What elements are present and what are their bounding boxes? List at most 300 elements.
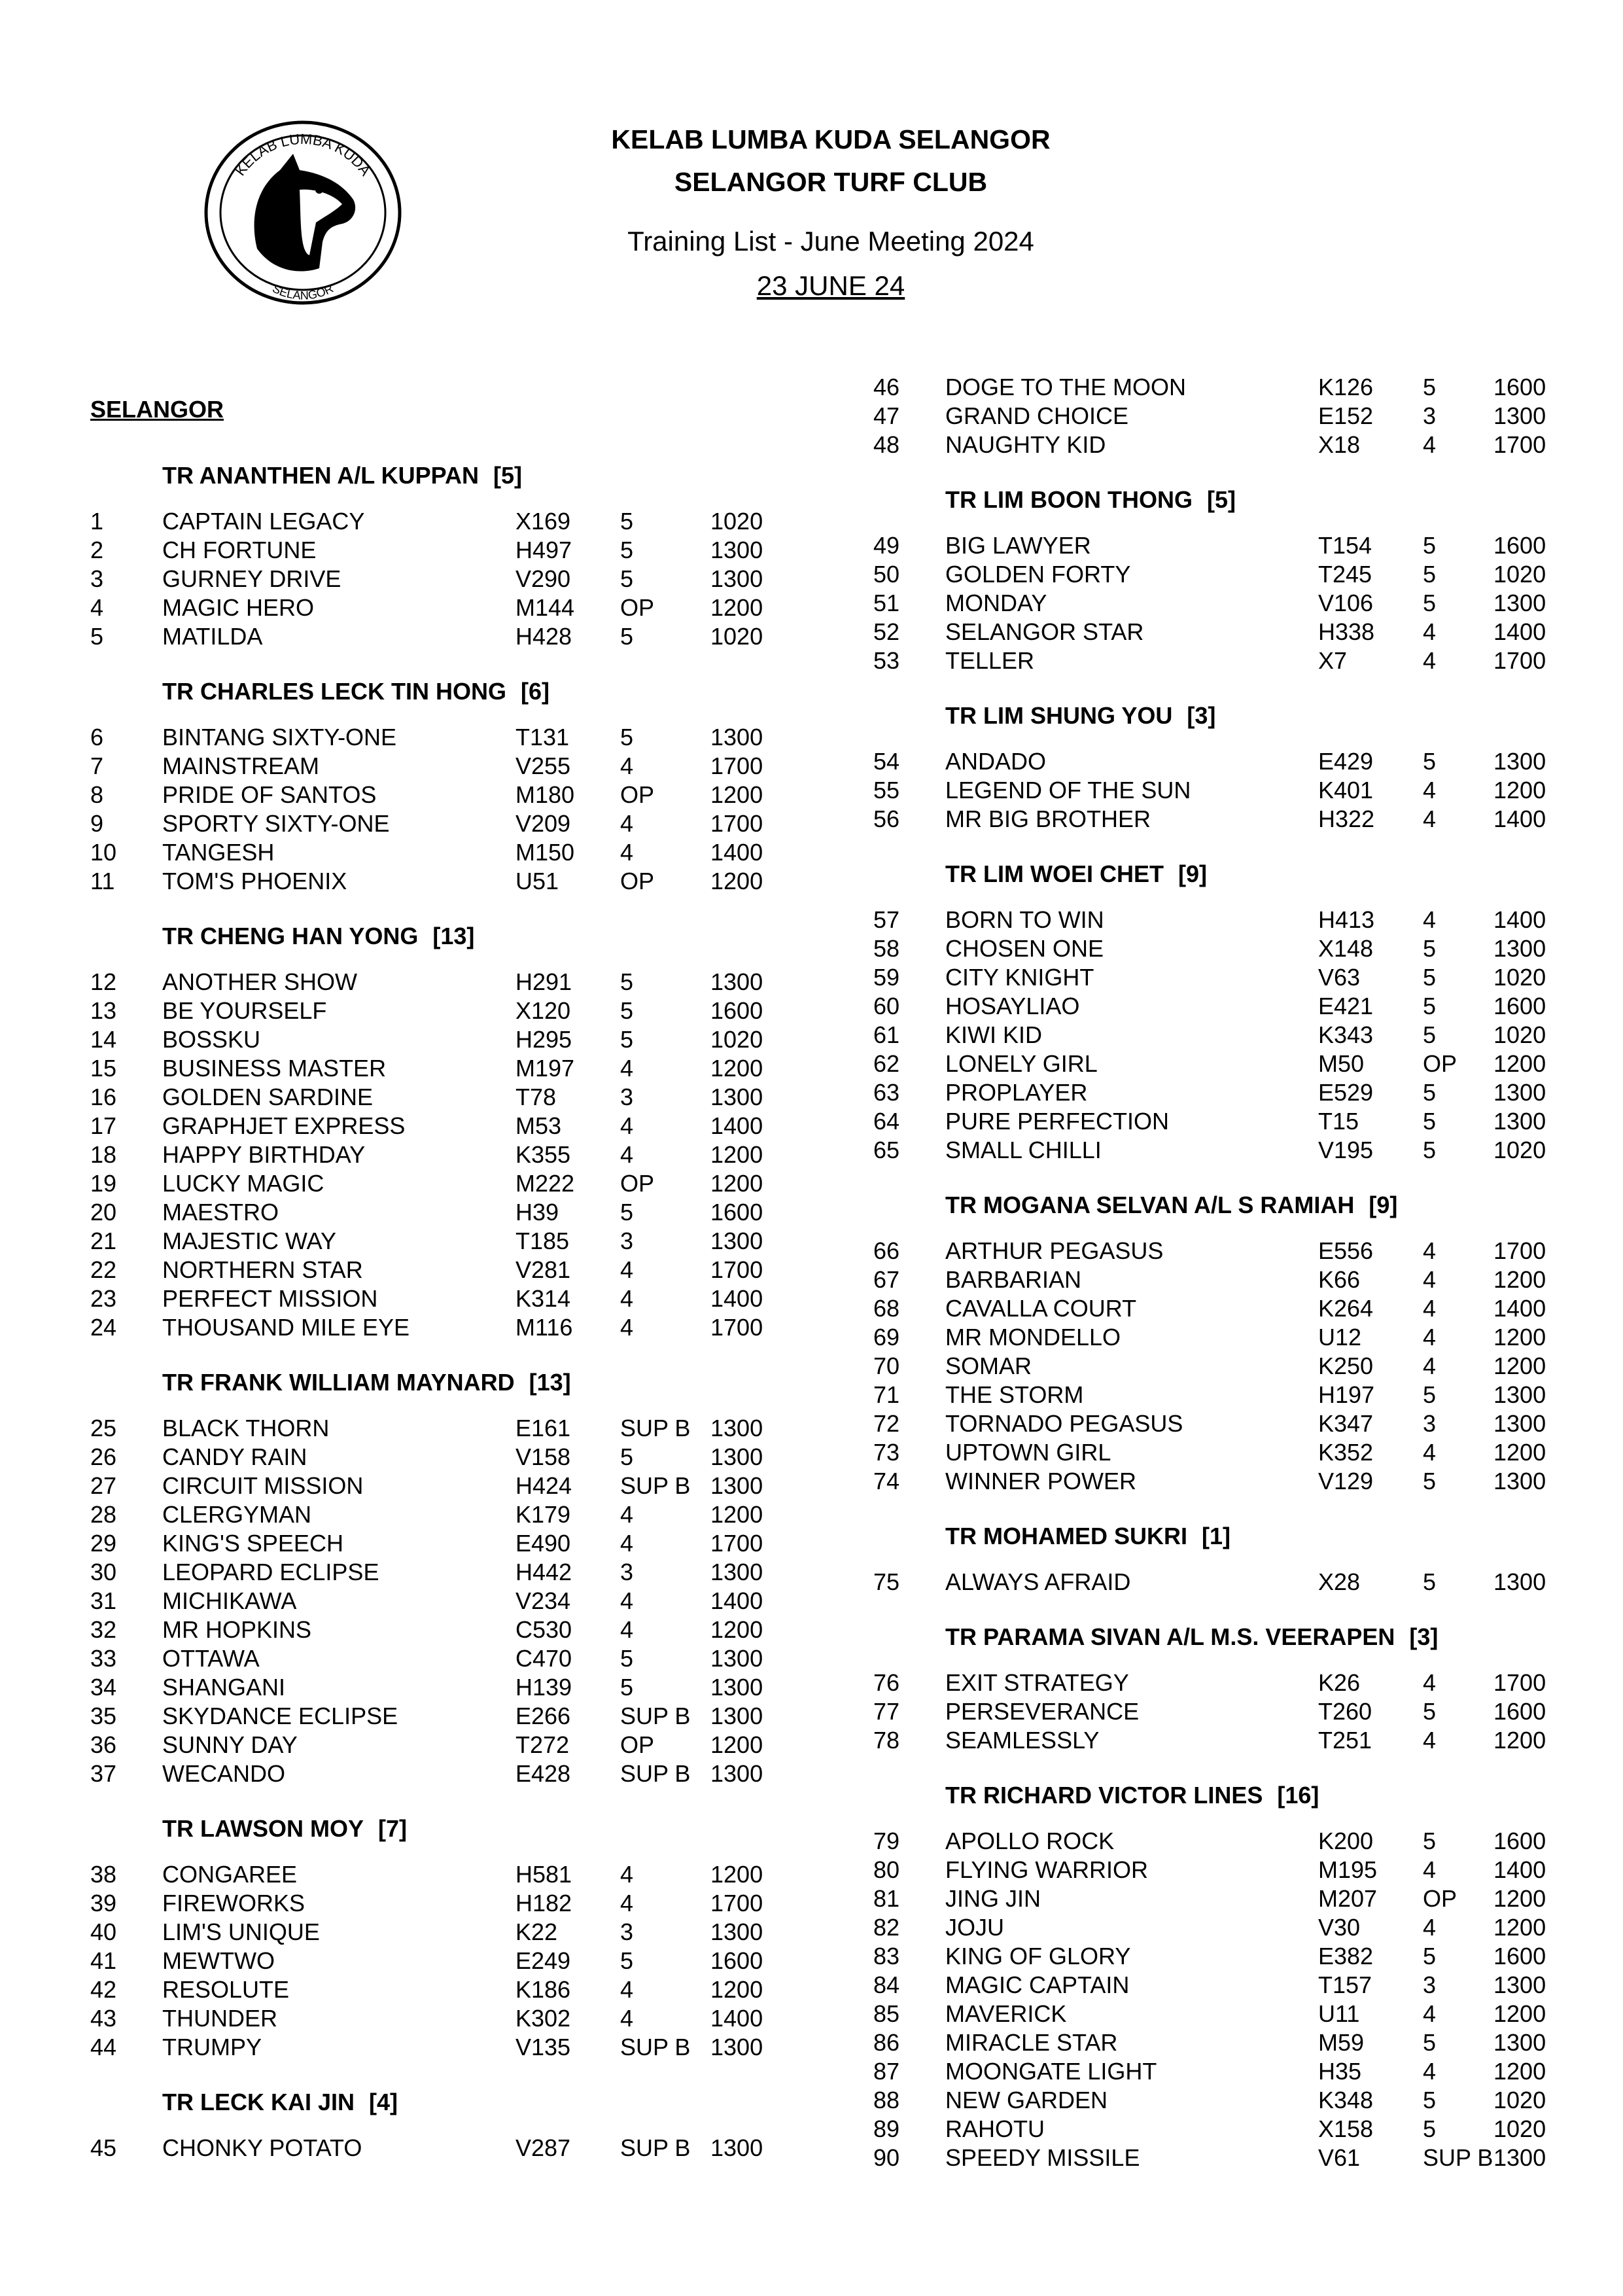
- horse-code: E382: [1318, 1943, 1374, 1969]
- trainer-name: TR RICHARD VICTOR LINES [16]: [945, 1782, 1319, 1809]
- horse-class: OP: [620, 1731, 655, 1758]
- horse-name: MAGIC CAPTAIN: [945, 1971, 1130, 1998]
- horse-row: [90, 1529, 810, 1558]
- horse-code: T251: [1318, 1727, 1372, 1754]
- horse-row: [873, 1136, 1593, 1165]
- horse-code: V209: [515, 810, 571, 837]
- horse-name: MR MONDELLO: [945, 1324, 1121, 1351]
- horse-code: K401: [1318, 777, 1374, 804]
- horse-number: 90: [873, 2144, 900, 2171]
- horse-distance: 1300: [710, 537, 763, 563]
- horse-number: 87: [873, 2058, 900, 2085]
- horse-code: M195: [1318, 1856, 1378, 1883]
- horse-name: MAGIC HERO: [162, 594, 315, 621]
- horse-number: 59: [873, 964, 900, 991]
- horse-number: 55: [873, 777, 900, 804]
- horse-distance: 1300: [710, 724, 763, 751]
- left-column: [90, 373, 810, 2189]
- horse-number: 2: [90, 537, 104, 563]
- horse-distance: 1200: [710, 781, 763, 808]
- horse-number: 69: [873, 1324, 900, 1351]
- horse-class: 5: [1423, 1137, 1437, 1163]
- horse-class: 4: [1423, 1324, 1437, 1351]
- horse-number: 68: [873, 1295, 900, 1322]
- horse-name: BLACK THORN: [162, 1415, 330, 1441]
- horse-code: E490: [515, 1530, 571, 1557]
- horse-class: 4: [620, 2005, 634, 2032]
- horse-code: V290: [515, 565, 571, 592]
- horse-class: 5: [1423, 2087, 1437, 2113]
- horse-row: [90, 593, 810, 622]
- horse-class: 5: [620, 1645, 634, 1672]
- trainer-horse-count: [3]: [1187, 702, 1216, 729]
- horse-row: [90, 1673, 810, 1702]
- horse-class: 5: [620, 1947, 634, 1974]
- horse-number: 44: [90, 2034, 117, 2060]
- trainer-horse-count: [13]: [529, 1369, 571, 1396]
- horse-distance: 1700: [710, 810, 763, 837]
- horse-row: [873, 776, 1593, 805]
- trainer-heading: [90, 922, 810, 951]
- horse-class: 4: [1423, 1727, 1437, 1754]
- horse-number: 60: [873, 993, 900, 1019]
- horse-name: CITY KNIGHT: [945, 964, 1094, 991]
- horse-name: PROPLAYER: [945, 1079, 1088, 1106]
- horse-name: SKYDANCE ECLIPSE: [162, 1703, 398, 1729]
- horse-code: T245: [1318, 561, 1372, 588]
- horse-class: 4: [1423, 1266, 1437, 1293]
- horse-code: V106: [1318, 590, 1374, 616]
- horse-distance: 1200: [710, 1861, 763, 1888]
- horse-distance: 1300: [1493, 748, 1546, 775]
- horse-name: THUNDER: [162, 2005, 277, 2032]
- trainer-group: [90, 1814, 810, 2062]
- horse-name: LEGEND OF THE SUN: [945, 777, 1191, 804]
- horse-code: E429: [1318, 748, 1374, 775]
- horse-number: 45: [90, 2134, 117, 2161]
- horse-name: SPORTY SIXTY-ONE: [162, 810, 390, 837]
- horse-number: 8: [90, 781, 104, 808]
- horse-code: T78: [515, 1084, 557, 1110]
- horse-code: E529: [1318, 1079, 1374, 1106]
- trainer-name: TR LIM SHUNG YOU [3]: [945, 702, 1216, 729]
- horse-row: [90, 781, 810, 809]
- trainer-name: TR CHARLES LECK TIN HONG [6]: [162, 678, 550, 705]
- trainer-group: [873, 373, 1593, 459]
- horse-name: CHOSEN ONE: [945, 935, 1104, 962]
- horse-class: 4: [620, 1314, 634, 1341]
- horse-name: MIRACLE STAR: [945, 2029, 1118, 2056]
- horse-class: 5: [1423, 1828, 1437, 1854]
- horse-class: 5: [1423, 1468, 1437, 1494]
- horse-distance: 1600: [710, 997, 763, 1024]
- horse-class: 5: [620, 724, 634, 751]
- horse-code: H35: [1318, 2058, 1362, 2085]
- horse-name: SUNNY DAY: [162, 1731, 298, 1758]
- logo-bottom-text: SELANGOR: [270, 281, 336, 302]
- horse-class: 4: [620, 1530, 634, 1557]
- horse-row: [873, 560, 1593, 589]
- horse-distance: 1600: [1493, 993, 1546, 1019]
- horse-number: 7: [90, 752, 104, 779]
- horse-code: X169: [515, 508, 571, 535]
- horse-code: V281: [515, 1256, 571, 1283]
- trainer-horse-count: [16]: [1277, 1782, 1319, 1809]
- horse-number: 84: [873, 1971, 900, 1998]
- horse-name: NORTHERN STAR: [162, 1256, 363, 1283]
- horse-row: [873, 1467, 1593, 1496]
- horse-code: H39: [515, 1199, 559, 1226]
- horse-name: JOJU: [945, 1914, 1004, 1941]
- horse-code: T154: [1318, 532, 1372, 559]
- trainer-group: [873, 860, 1593, 1165]
- horse-code: M207: [1318, 1885, 1378, 1912]
- horse-name: SELANGOR STAR: [945, 618, 1144, 645]
- horse-row: [90, 1443, 810, 1472]
- horse-code: M50: [1318, 1050, 1365, 1077]
- horse-class: 4: [1423, 1914, 1437, 1941]
- horse-distance: 1200: [710, 868, 763, 894]
- horse-number: 40: [90, 1918, 117, 1945]
- horse-row: [90, 1140, 810, 1169]
- horse-code: K186: [515, 1976, 571, 2003]
- horse-number: 43: [90, 2005, 117, 2032]
- horse-distance: 1200: [1493, 1727, 1546, 1754]
- horse-code: E428: [515, 1760, 571, 1787]
- horse-class: OP: [620, 1170, 655, 1197]
- horse-distance: 1300: [710, 968, 763, 995]
- horse-number: 51: [873, 590, 900, 616]
- horse-class: 4: [1423, 1295, 1437, 1322]
- trainer-heading: [90, 677, 810, 706]
- horse-code: E421: [1318, 993, 1374, 1019]
- horse-distance: 1300: [710, 1559, 763, 1585]
- horse-class: SUP B: [620, 2034, 691, 2060]
- horse-name: TELLER: [945, 647, 1035, 674]
- trainer-heading: [90, 1814, 810, 1843]
- horse-name: PRIDE OF SANTOS: [162, 781, 377, 808]
- horse-code: V255: [515, 752, 571, 779]
- horse-distance: 1020: [710, 508, 763, 535]
- horse-distance: 1300: [710, 1084, 763, 1110]
- horse-code: M150: [515, 839, 575, 866]
- horse-number: 80: [873, 1856, 900, 1883]
- horse-class: 4: [1423, 1856, 1437, 1883]
- horse-class: 3: [620, 1084, 634, 1110]
- horse-class: 4: [1423, 1669, 1437, 1696]
- horse-number: 52: [873, 618, 900, 645]
- horse-code: V30: [1318, 1914, 1361, 1941]
- horse-distance: 1020: [1493, 964, 1546, 991]
- horse-name: THE STORM: [945, 1381, 1084, 1408]
- horse-row: [873, 589, 1593, 618]
- horse-name: FLYING WARRIOR: [945, 1856, 1149, 1883]
- horse-name: NAUGHTY KID: [945, 431, 1106, 458]
- right-trainer-groups: [873, 373, 1593, 2172]
- horse-row: [873, 906, 1593, 934]
- horse-class: 4: [1423, 777, 1437, 804]
- horse-number: 9: [90, 810, 104, 837]
- horse-row: [90, 1025, 810, 1054]
- horse-number: 66: [873, 1237, 900, 1264]
- horse-name: TRUMPY: [162, 2034, 262, 2060]
- horse-class: 4: [620, 752, 634, 779]
- horse-code: K264: [1318, 1295, 1374, 1322]
- horse-code: M197: [515, 1055, 575, 1082]
- horse-class: 4: [620, 1285, 634, 1312]
- horse-number: 62: [873, 1050, 900, 1077]
- horse-name: LUCKY MAGIC: [162, 1170, 324, 1197]
- horse-number: 79: [873, 1828, 900, 1854]
- horse-code: K126: [1318, 374, 1374, 400]
- horse-number: 48: [873, 431, 900, 458]
- horse-name: WINNER POWER: [945, 1468, 1136, 1494]
- horse-row: [873, 1265, 1593, 1294]
- horse-class: 5: [1423, 1079, 1437, 1106]
- horse-row: [873, 1913, 1593, 1942]
- horse-class: 5: [620, 1026, 634, 1053]
- horse-distance: 1300: [710, 1472, 763, 1499]
- horse-code: U11: [1318, 2000, 1360, 2027]
- horse-code: K352: [1318, 1439, 1374, 1466]
- region-heading: SELANGOR: [90, 396, 224, 423]
- horse-name: MOONGATE LIGHT: [945, 2058, 1157, 2085]
- horse-class: 5: [620, 537, 634, 563]
- horse-distance: 1400: [1493, 1295, 1546, 1322]
- trainer-group: [90, 922, 810, 1342]
- horse-name: SHANGANI: [162, 1674, 286, 1701]
- horse-distance: 1300: [1493, 1381, 1546, 1408]
- horse-number: 54: [873, 748, 900, 775]
- horse-row: [90, 1472, 810, 1500]
- trainer-heading: [873, 1522, 1593, 1551]
- horse-row: [873, 531, 1593, 560]
- horse-distance: 1200: [710, 1055, 763, 1082]
- horse-name: MAESTRO: [162, 1199, 279, 1226]
- horse-row: [873, 431, 1593, 459]
- horse-number: 50: [873, 561, 900, 588]
- horse-class: 3: [1423, 1971, 1437, 1998]
- horse-distance: 1600: [1493, 1698, 1546, 1725]
- horse-class: 5: [1423, 1021, 1437, 1048]
- horse-class: 3: [1423, 402, 1437, 429]
- horse-name: FIREWORKS: [162, 1890, 305, 1916]
- horse-code: K343: [1318, 1021, 1374, 1048]
- horse-class: 5: [620, 968, 634, 995]
- horse-number: 31: [90, 1587, 117, 1614]
- horse-number: 74: [873, 1468, 900, 1494]
- logo-top-text: KELAB LUMBA KUDA: [232, 130, 374, 179]
- horse-name: BUSINESS MASTER: [162, 1055, 387, 1082]
- horse-class: 4: [620, 1256, 634, 1283]
- horse-code: T131: [515, 724, 570, 751]
- horse-row: [90, 1227, 810, 1256]
- horse-class: 5: [1423, 1568, 1437, 1595]
- horse-code: K179: [515, 1501, 571, 1528]
- trainer-horse-count: [5]: [1206, 486, 1236, 513]
- horse-class: OP: [620, 781, 655, 808]
- trainer-name: TR FRANK WILLIAM MAYNARD [13]: [162, 1369, 571, 1396]
- horse-code: M144: [515, 594, 575, 621]
- horse-row: [90, 2033, 810, 2062]
- horse-distance: 1300: [710, 1415, 763, 1441]
- horse-number: 35: [90, 1703, 117, 1729]
- horse-name: NEW GARDEN: [945, 2087, 1108, 2113]
- club-name-english: SELANGOR TURF CLUB: [674, 167, 988, 197]
- trainer-name: TR MOGANA SELVAN A/L S RAMIAH [9]: [945, 1192, 1398, 1218]
- horse-name: MAINSTREAM: [162, 752, 320, 779]
- horse-distance: 1300: [710, 1443, 763, 1470]
- horse-number: 36: [90, 1731, 117, 1758]
- horse-row: [90, 1169, 810, 1198]
- horse-distance: 1700: [710, 1314, 763, 1341]
- horse-code: E266: [515, 1703, 571, 1729]
- horse-class: SUP B: [1423, 2144, 1493, 2171]
- horse-name: BIG LAWYER: [945, 532, 1091, 559]
- horse-name: ANOTHER SHOW: [162, 968, 358, 995]
- horse-code: E161: [515, 1415, 571, 1441]
- horse-distance: 1600: [1493, 1943, 1546, 1969]
- horse-class: 3: [620, 1918, 634, 1945]
- horse-code: V61: [1318, 2144, 1361, 2171]
- horse-class: 4: [1423, 647, 1437, 674]
- trainer-group: [873, 486, 1593, 675]
- horse-distance: 1300: [1493, 1971, 1546, 1998]
- horse-distance: 1200: [710, 1501, 763, 1528]
- horse-row: [873, 646, 1593, 675]
- horse-code: H197: [1318, 1381, 1375, 1408]
- horse-row: [90, 752, 810, 781]
- trainer-horse-count: [9]: [1178, 860, 1207, 887]
- horse-row: [873, 1409, 1593, 1438]
- horse-name: BORN TO WIN: [945, 906, 1104, 933]
- horse-distance: 1600: [710, 1947, 763, 1974]
- horse-class: 4: [1423, 1439, 1437, 1466]
- horse-distance: 1600: [1493, 532, 1546, 559]
- horse-class: 5: [1423, 2115, 1437, 2142]
- trainer-name: TR PARAMA SIVAN A/L M.S. VEERAPEN [3]: [945, 1623, 1439, 1650]
- horse-distance: 1700: [1493, 1237, 1546, 1264]
- horse-name: GURNEY DRIVE: [162, 565, 341, 592]
- horse-class: 5: [620, 623, 634, 650]
- horse-row: [90, 1414, 810, 1443]
- horse-number: 42: [90, 1976, 117, 2003]
- horse-code: K355: [515, 1141, 571, 1168]
- horse-distance: 1200: [1493, 1352, 1546, 1379]
- horse-distance: 1400: [710, 1112, 763, 1139]
- trainer-group: [90, 1368, 810, 1788]
- horse-class: 5: [1423, 590, 1437, 616]
- horse-row: [873, 992, 1593, 1021]
- trainer-heading: [873, 486, 1593, 514]
- horse-number: 21: [90, 1227, 117, 1254]
- horse-name: SEAMLESSLY: [945, 1727, 1100, 1754]
- horse-row: [90, 867, 810, 896]
- horse-row: [873, 2028, 1593, 2057]
- horse-class: 4: [620, 839, 634, 866]
- horse-code: X148: [1318, 935, 1374, 962]
- horse-class: 5: [620, 1443, 634, 1470]
- horse-name: BINTANG SIXTY-ONE: [162, 724, 397, 751]
- horse-distance: 1020: [1493, 2115, 1546, 2142]
- horse-name: CHONKY POTATO: [162, 2134, 362, 2161]
- trainer-group: [90, 2088, 810, 2163]
- horse-code: H291: [515, 968, 572, 995]
- horse-number: 38: [90, 1861, 117, 1888]
- horse-class: 5: [1423, 561, 1437, 588]
- horse-code: H424: [515, 1472, 572, 1499]
- horse-row: [873, 1942, 1593, 1971]
- horse-number: 89: [873, 2115, 900, 2142]
- horse-row: [873, 2115, 1593, 2144]
- horse-name: HOSAYLIAO: [945, 993, 1080, 1019]
- horse-number: 71: [873, 1381, 900, 1408]
- horse-class: 5: [1423, 1108, 1437, 1135]
- horse-class: 5: [1423, 1381, 1437, 1408]
- horse-class: 4: [620, 1890, 634, 1916]
- horse-number: 58: [873, 935, 900, 962]
- horse-class: SUP B: [620, 1472, 691, 1499]
- trainer-heading: [873, 701, 1593, 730]
- horse-distance: 1400: [1493, 618, 1546, 645]
- trainer-horse-count: [6]: [521, 678, 550, 705]
- trainer-heading: [873, 1781, 1593, 1810]
- horse-code: H581: [515, 1861, 572, 1888]
- horse-row: [873, 805, 1593, 834]
- right-column: [873, 373, 1593, 2199]
- horse-distance: 1200: [1493, 2000, 1546, 2027]
- horse-number: 37: [90, 1760, 117, 1787]
- horse-row: [90, 1616, 810, 1644]
- horse-number: 25: [90, 1415, 117, 1441]
- horse-row: [90, 1500, 810, 1529]
- horse-code: X28: [1318, 1568, 1361, 1595]
- horse-name: GOLDEN FORTY: [945, 561, 1131, 588]
- horse-code: X18: [1318, 431, 1361, 458]
- horse-name: MAVERICK: [945, 2000, 1067, 2027]
- horse-number: 30: [90, 1559, 117, 1585]
- horse-code: K250: [1318, 1352, 1374, 1379]
- trainer-heading: [90, 1368, 810, 1397]
- horse-code: T15: [1318, 1108, 1359, 1135]
- horse-class: 5: [1423, 935, 1437, 962]
- horse-distance: 1400: [710, 1587, 763, 1614]
- horse-distance: 1300: [1493, 2144, 1546, 2171]
- horse-number: 19: [90, 1170, 117, 1197]
- horse-code: T260: [1318, 1698, 1372, 1725]
- horse-name: MONDAY: [945, 590, 1047, 616]
- horse-distance: 1200: [1493, 1324, 1546, 1351]
- horse-name: MATILDA: [162, 623, 263, 650]
- horse-code: E556: [1318, 1237, 1374, 1264]
- trainer-heading: [90, 2088, 810, 2117]
- horse-number: 39: [90, 1890, 117, 1916]
- trainer-horse-count: [5]: [493, 462, 522, 489]
- trainer-name: TR CHENG HAN YONG [13]: [162, 923, 475, 949]
- horse-number: 12: [90, 968, 117, 995]
- horse-class: 4: [1423, 431, 1437, 458]
- horse-name: CANDY RAIN: [162, 1443, 307, 1470]
- horse-code: X120: [515, 997, 571, 1024]
- horse-class: OP: [1423, 1050, 1457, 1077]
- horse-code: E249: [515, 1947, 571, 1974]
- horse-number: 23: [90, 1285, 117, 1312]
- horse-name: RAHOTU: [945, 2115, 1045, 2142]
- horse-name: ALWAYS AFRAID: [945, 1568, 1131, 1595]
- horse-row: [90, 1284, 810, 1313]
- horse-code: M53: [515, 1112, 562, 1139]
- horse-distance: 1400: [1493, 1856, 1546, 1883]
